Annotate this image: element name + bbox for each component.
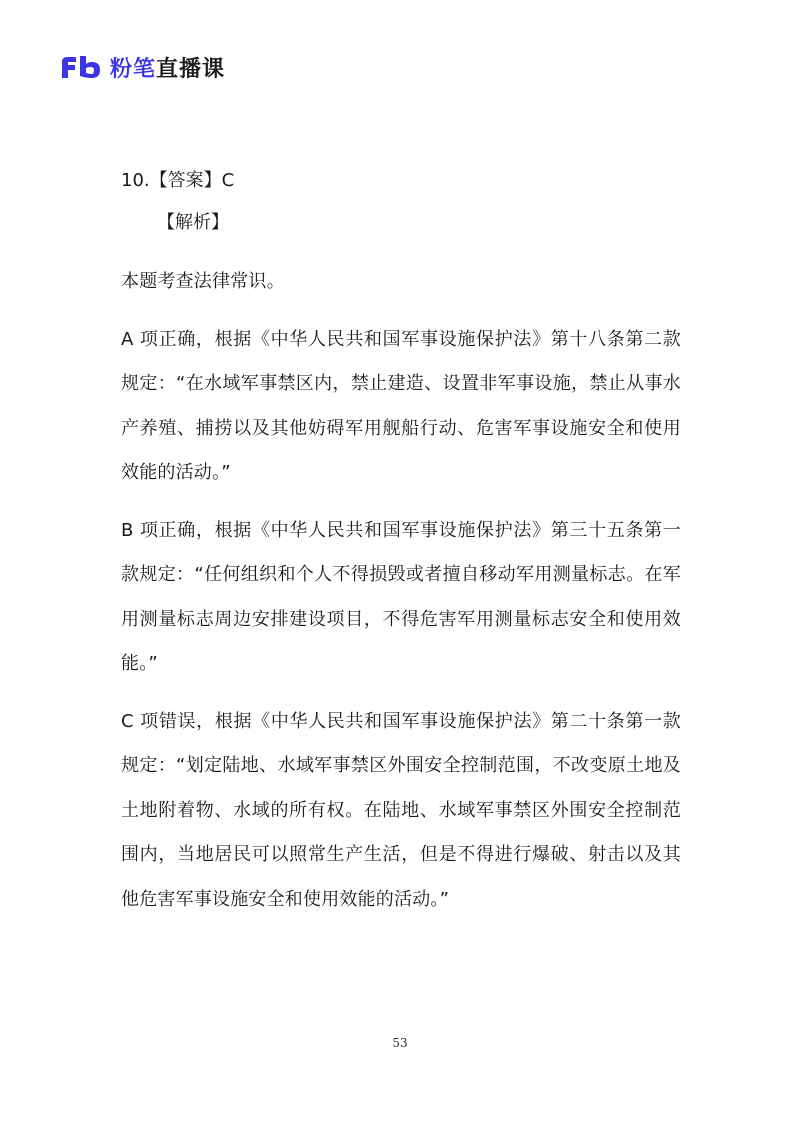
brand-name: 粉笔 bbox=[110, 56, 157, 82]
option-c-explanation: C 项错误，根据《中华人民共和国军事设施保护法》第二十条第一款规定：“划定陆地、水域军事禁区外围安全控制范围，不改变原土地及土地附着物、水域的所有权。在陆地、水域军事禁区外围安全控制范围内，当地居民可以照常生产生活，但是不得进行爆破、射击以及其他危害军事设施安全和使用效能的活动。” bbox=[121, 710, 681, 910]
answer-line: 10.【答案】C bbox=[121, 170, 235, 191]
analysis-label: 【解析】 bbox=[157, 212, 229, 233]
analysis-intro: 本题考查法律常识。 bbox=[121, 271, 285, 292]
fb-logo-icon bbox=[58, 54, 102, 80]
page-number: 53 bbox=[392, 1036, 408, 1050]
page-header bbox=[58, 50, 225, 84]
brand-subtitle: 直播课 bbox=[156, 56, 226, 82]
option-a-explanation: A 项正确，根据《中华人民共和国军事设施保护法》第十八条第二款规定：“在水域军事禁区内，禁止建造、设置非军事设施，禁止从事水产养殖、捕捞以及其他妨碍军用舰船行动、危害军事设施安全和使用效能的活动。” bbox=[121, 328, 681, 483]
answer-section bbox=[121, 163, 681, 922]
option-b-explanation: B 项正确，根据《中华人民共和国军事设施保护法》第三十五条第一款规定：“任何组织和个人不得损毁或者擅自移动军用测量标志。在军用测量标志周边安排建设项目，不得危害军用测量标志安全和使用效能。” bbox=[121, 519, 681, 674]
